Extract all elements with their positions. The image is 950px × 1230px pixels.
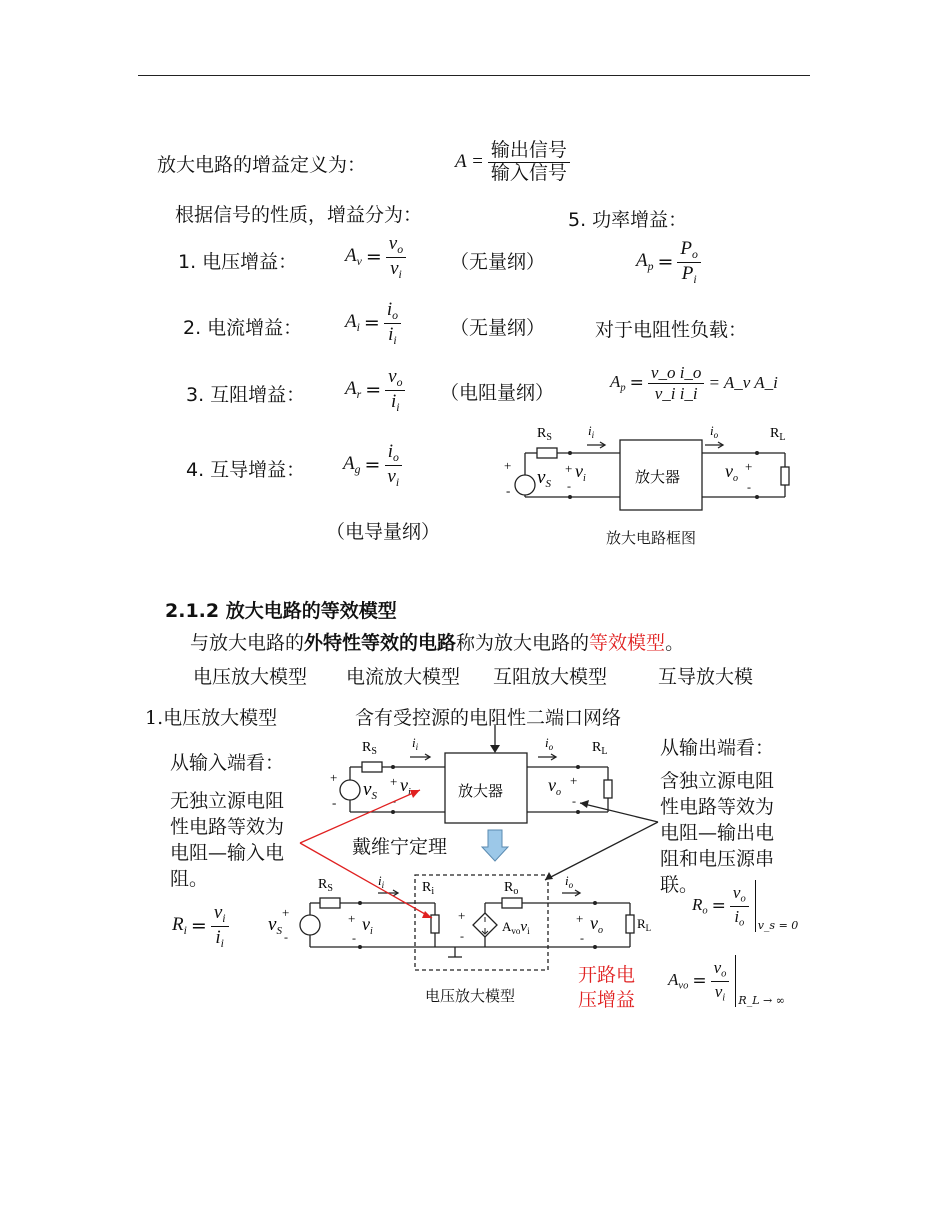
svg-text:+: + (348, 911, 356, 926)
svg-text:vo: $v_o$ (548, 775, 561, 798)
output-desc: 含独立源电阻 性电路等效为 电阻—输出电 阻和电压源串 联。 (660, 770, 775, 896)
svg-text:-: - (572, 794, 576, 808)
gain-4-label: 4. 互导增益： (186, 459, 306, 481)
svg-text:-: - (506, 483, 511, 498)
gain-1-label: 1. 电压增益： (178, 251, 298, 273)
bd-vi-label: $v_i$ (575, 461, 586, 484)
model-type-4: 互导放大模 (658, 666, 754, 688)
svg-text:RL: $R_L$ (637, 916, 652, 933)
svg-text:+: + (458, 908, 466, 923)
resistive-power-formula: $A_p$ = $\frac{\text{v\_o i\_o}}{\text{v\_i i\_i}}$ = A_v A_i (610, 363, 778, 403)
input-desc: 无独立源电阻 性电路等效为 电阻—输入电 阻。 (170, 790, 285, 890)
definition-num: 输出信号 (488, 140, 570, 163)
bd-rl-label: $R_L$ (770, 426, 786, 443)
gain-4-formula: $A_g$ = $\frac{i_o}{v_i}$ (343, 441, 402, 489)
voltage-model-caption: 电压放大模型 (425, 987, 516, 1005)
resistive-rhs: = A_v A_i (708, 373, 778, 393)
gain-3-formula: $A_r$ = $\frac{v_o}{i_i}$ (345, 366, 405, 414)
svg-text:ii: $i_i$ (412, 735, 419, 752)
amplifier-box-2-label: 放大器 (458, 784, 504, 800)
svg-text:vS: $v_S$ (268, 914, 282, 937)
ri-formula: $R_i$ = $\frac{v_i}{i_i}$ (172, 902, 229, 950)
definition-den: 输入信号 (490, 161, 567, 184)
from-input-label: 从输入端看： (170, 752, 285, 774)
power-gain-formula: $A_p$ = $\frac{P_o}{P_i}$ (636, 238, 701, 286)
gain-2-formula: $A_i$ = $\frac{i_o}{i_i}$ (345, 299, 401, 347)
power-gain-label: 5. 功率增益： (568, 209, 688, 231)
svg-text:+: + (745, 459, 753, 474)
definition-text: 放大电路的增益定义为： (157, 154, 367, 176)
gain-1-unit: （无量纲） (450, 251, 546, 273)
svg-text:io: $i_o$ (565, 873, 574, 890)
dep-source-label: $A_{vo}v_i$ (502, 919, 530, 936)
svg-text:vS: $v_S$ (363, 779, 377, 802)
block-diagram-caption: 放大电路框图 (606, 529, 697, 547)
svg-text:+: + (576, 911, 584, 926)
svg-text:-: - (567, 479, 571, 493)
model-type-1: 电压放大模型 (193, 666, 308, 688)
svg-text:io: $i_o$ (545, 735, 554, 752)
gain-2-unit: （无量纲） (450, 317, 546, 339)
svg-text:RS: $R_S$ (362, 740, 377, 757)
bd-vs-label: $v_S$ (537, 467, 551, 490)
svg-text:+: + (570, 773, 578, 788)
bd-ii-label: $i_i$ (588, 423, 595, 440)
gain-2-label: 2. 电流增益： (183, 317, 303, 339)
resistive-den: v_i i_i (654, 383, 698, 403)
model-type-2: 电流放大模型 (346, 666, 461, 688)
model-type-3: 互阻放大模型 (493, 666, 608, 688)
section-intro: 与放大电路的外特性等效的电路称为放大电路的等效模型。 (190, 632, 685, 654)
svg-text:ii: $i_i$ (378, 873, 385, 890)
svg-text:-: - (352, 931, 356, 945)
thevenin-label: 戴维宁定理 (352, 836, 448, 858)
svg-text:-: - (284, 930, 288, 944)
svg-text:+: + (504, 458, 512, 473)
svg-text:RL: $R_L$ (592, 740, 608, 757)
svg-text:-: - (332, 795, 337, 810)
svg-text:+: + (565, 461, 573, 476)
gain-4-unit: （电导量纲） (326, 521, 441, 543)
svg-text:-: - (747, 480, 751, 494)
classify-text: 根据信号的性质，增益分为： (175, 204, 423, 226)
svg-text:+: + (390, 774, 398, 789)
section-title: 2.1.2 放大电路的等效模型 (165, 600, 397, 622)
svg-text:+: + (282, 905, 290, 920)
resistive-load-label: 对于电阻性负载： (595, 319, 748, 341)
svg-text:Ro: $R_o$ (504, 880, 519, 897)
svg-text:Ri: $R_i$ (422, 880, 435, 897)
from-output-label: 从输出端看： (660, 737, 775, 759)
svg-text:vi: $v_i$ (362, 914, 373, 937)
svg-text:vi: $v_i$ (400, 775, 411, 798)
gain-3-unit: （电阻量纲） (440, 382, 555, 404)
definition-lhs: A = (455, 151, 484, 173)
bd-vo-label: $v_o$ (725, 461, 738, 484)
svg-text:-: - (460, 929, 464, 943)
gain-3-label: 3. 互阻增益： (186, 384, 306, 406)
svg-text:-: - (392, 794, 396, 808)
svg-text:-: - (580, 931, 584, 945)
svg-text:RS: $R_S$ (318, 877, 333, 894)
voltage-model-title: 1.电压放大模型 (145, 707, 278, 729)
bd-box-label: 放大器 (635, 470, 681, 486)
svg-text:vo: $v_o$ (590, 913, 603, 936)
avo-formula: $A_{vo}$ = $\frac{v_o}{v_i}$ R_L → ∞ (668, 955, 785, 1007)
network-note: 含有受控源的电阻性二端口网络 (355, 707, 622, 729)
ro-formula: $R_o$ = $\frac{v_o}{i_o}$ v_s = 0 (692, 880, 798, 932)
bd-io-label: $i_o$ (710, 423, 719, 440)
open-circuit-gain-label: 开路电 压增益 (578, 964, 636, 1011)
gain-1-formula: $A_v$ = $\frac{v_o}{v_i}$ (345, 233, 406, 281)
bd-rs-label: $R_S$ (537, 426, 552, 443)
svg-text:+: + (330, 770, 338, 785)
resistive-num: v_o i_o (648, 363, 705, 384)
